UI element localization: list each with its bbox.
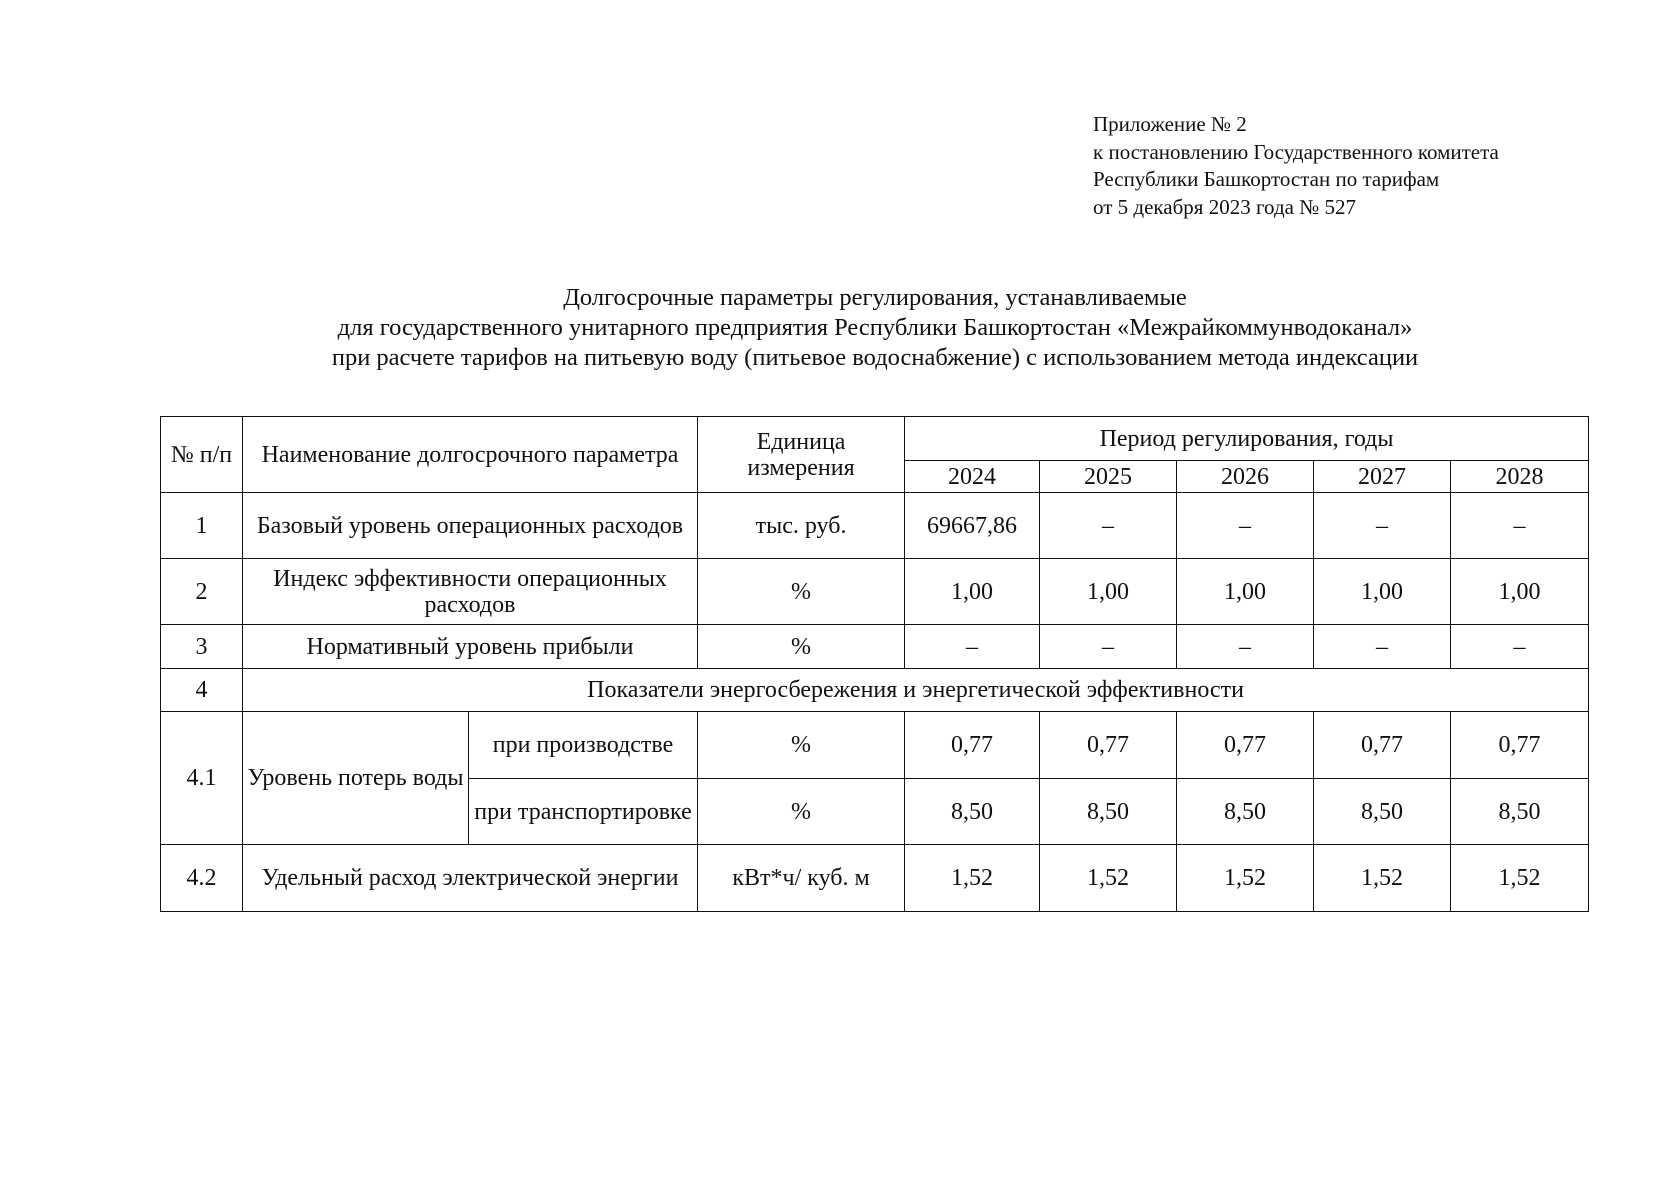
- row-value: 0,77: [1451, 712, 1589, 779]
- row-value: –: [1451, 625, 1589, 669]
- title-line: Долгосрочные параметры регулирования, устанавливаемые: [563, 284, 1187, 311]
- row-value: 8,50: [905, 779, 1040, 845]
- row-value: –: [1040, 625, 1177, 669]
- row-value: 8,50: [1040, 779, 1177, 845]
- row-name: Нормативный уровень прибыли: [243, 625, 698, 669]
- row-name: Индекс эффективности операционных расходов: [243, 559, 698, 625]
- row-value: 8,50: [1177, 779, 1314, 845]
- row-value: 1,00: [1177, 559, 1314, 625]
- header-year: 2024: [905, 461, 1040, 493]
- appendix-block: [1093, 111, 1499, 221]
- row-value: –: [1314, 625, 1451, 669]
- row-unit: %: [698, 712, 905, 779]
- header-unit: Единица измерения: [698, 417, 905, 493]
- row-value: –: [1177, 625, 1314, 669]
- row-value: –: [1177, 493, 1314, 559]
- table-row: [161, 845, 1589, 912]
- row-number: 4: [161, 669, 243, 712]
- header-number: № п/п: [161, 417, 243, 493]
- row-unit: кВт*ч/ куб. м: [698, 845, 905, 912]
- row-number: 4.2: [161, 845, 243, 912]
- appendix-line: к постановлению Государственного комитета: [1093, 139, 1499, 164]
- appendix-line: Республики Башкортостан по тарифам: [1093, 167, 1440, 191]
- table-row: [161, 559, 1589, 625]
- table-row: [161, 712, 1589, 779]
- row-value: 1,52: [905, 845, 1040, 912]
- row-name: Удельный расход электрической энергии: [243, 845, 698, 912]
- table-row: [161, 669, 1589, 712]
- header-name: Наименование долгосрочного параметра: [243, 417, 698, 493]
- row-value: 1,00: [1314, 559, 1451, 625]
- title-line: при расчете тарифов на питьевую воду (питьевое водоснабжение) с использованием метода индексации: [331, 344, 1419, 371]
- row-value: 8,50: [1451, 779, 1589, 845]
- row-number: 2: [161, 559, 243, 625]
- table-row: [161, 493, 1589, 559]
- row-number: 1: [161, 493, 243, 559]
- row-value: 1,00: [905, 559, 1040, 625]
- header-year: 2027: [1314, 461, 1451, 493]
- row-value: 0,77: [1040, 712, 1177, 779]
- row-value: 1,00: [1451, 559, 1589, 625]
- row-unit: %: [698, 559, 905, 625]
- header-year: 2026: [1177, 461, 1314, 493]
- row-value: 0,77: [905, 712, 1040, 779]
- row-value: 1,00: [1040, 559, 1177, 625]
- row-subname: при производстве: [469, 712, 698, 779]
- document-title: [160, 283, 1590, 373]
- header-year: 2028: [1451, 461, 1589, 493]
- appendix-line: от 5 декабря 2023 года № 527: [1093, 194, 1356, 219]
- appendix-line: Приложение № 2: [1093, 112, 1247, 136]
- row-value: 8,50: [1314, 779, 1451, 845]
- row-value: 1,52: [1451, 845, 1589, 912]
- row-unit: %: [698, 779, 905, 845]
- row-value: 1,52: [1040, 845, 1177, 912]
- row-value: –: [1314, 493, 1451, 559]
- row-subname: при транспортировке: [469, 779, 698, 845]
- row-name: Базовый уровень операционных расходов: [243, 493, 698, 559]
- row-value: 0,77: [1177, 712, 1314, 779]
- row-value: 69667,86: [905, 493, 1040, 559]
- row-value: 1,52: [1177, 845, 1314, 912]
- table-row: [161, 625, 1589, 669]
- row-value: 0,77: [1314, 712, 1451, 779]
- row-value: –: [1040, 493, 1177, 559]
- row-unit: %: [698, 625, 905, 669]
- header-period: Период регулирования, годы: [905, 417, 1589, 461]
- row-value: –: [1451, 493, 1589, 559]
- row-value: –: [905, 625, 1040, 669]
- row-number: 3: [161, 625, 243, 669]
- row-unit: тыс. руб.: [698, 493, 905, 559]
- header-year: 2025: [1040, 461, 1177, 493]
- title-line: для государственного унитарного предприятия Республики Башкортостан «Межрайкоммунводоканал»: [337, 314, 1413, 341]
- row-number: 4.1: [161, 712, 243, 845]
- parameters-table: [160, 416, 1589, 912]
- row-section-name: Показатели энергосбережения и энергетической эффективности: [243, 669, 1589, 712]
- row-name: Уровень потерь воды: [243, 712, 469, 845]
- row-value: 1,52: [1314, 845, 1451, 912]
